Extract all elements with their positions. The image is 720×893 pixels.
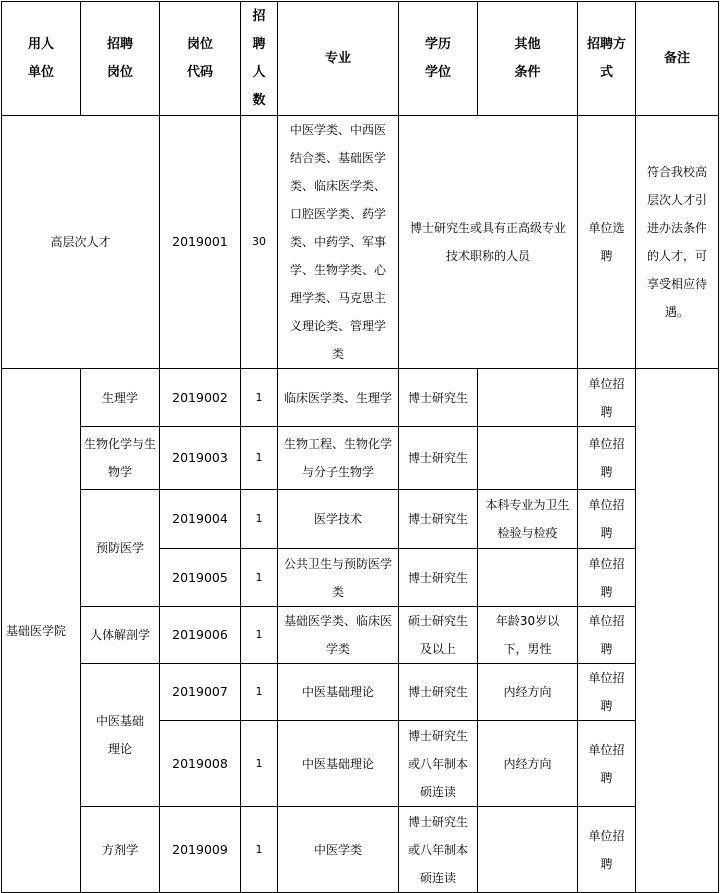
- method-cell: 单位招聘: [578, 427, 636, 490]
- talent-code: 2019001: [160, 116, 241, 369]
- code-cell: 2019005: [160, 549, 241, 607]
- major-cell: 中医学类: [278, 807, 399, 893]
- education-cell: 博士研究生: [399, 664, 478, 721]
- major-cell: 临床医学类、生理学: [278, 369, 399, 427]
- position-cell: 预防医学: [81, 490, 160, 607]
- recruitment-table: [1, 1, 719, 893]
- major-cell: 医学技术: [278, 490, 399, 549]
- header-education: 学历学位: [399, 2, 478, 116]
- position-cell: 人体解剖学: [81, 607, 160, 664]
- talent-education: 博士研究生或具有正高级专业技术职称的人员: [399, 116, 578, 369]
- count-cell: 1: [241, 721, 278, 807]
- method-cell: 单位招聘: [578, 490, 636, 549]
- header-other: 其他条件: [478, 2, 578, 116]
- other-cell: 内经方向: [478, 664, 578, 721]
- unit-basic-medicine: 基础医学院: [2, 369, 81, 893]
- code-cell: 2019002: [160, 369, 241, 427]
- table-row: [2, 427, 719, 490]
- header-count: 招聘人数: [241, 2, 278, 116]
- count-cell: 1: [241, 807, 278, 893]
- talent-count: 30: [241, 116, 278, 369]
- other-cell: [478, 427, 578, 490]
- code-cell: 2019008: [160, 721, 241, 807]
- education-cell: 博士研究生: [399, 427, 478, 490]
- header-unit: 用人单位: [2, 2, 81, 116]
- count-cell: 1: [241, 664, 278, 721]
- major-cell: 生物工程、生物化学与分子生物学: [278, 427, 399, 490]
- header-remark: 备注: [636, 2, 719, 116]
- talent-remark: 符合我校高层次人才引进办法条件的人才，可享受相应待遇。: [636, 116, 719, 369]
- method-cell: 单位招聘: [578, 607, 636, 664]
- table-row: [2, 664, 719, 721]
- method-cell: 单位招聘: [578, 664, 636, 721]
- header-position: 招聘岗位: [81, 2, 160, 116]
- other-cell: 本科专业为卫生检验与检疫: [478, 490, 578, 549]
- table-row: [2, 490, 719, 549]
- header-major: 专业: [278, 2, 399, 116]
- header-row: [2, 2, 719, 116]
- code-cell: 2019009: [160, 807, 241, 893]
- position-cell: 中医基础理论: [81, 664, 160, 807]
- count-cell: 1: [241, 369, 278, 427]
- talent-method: 单位选聘: [578, 116, 636, 369]
- code-cell: 2019007: [160, 664, 241, 721]
- code-cell: 2019003: [160, 427, 241, 490]
- education-cell: 博士研究生: [399, 490, 478, 549]
- code-cell: 2019006: [160, 607, 241, 664]
- count-cell: 1: [241, 607, 278, 664]
- table-row: [2, 369, 719, 427]
- major-cell: 基础医学类、临床医学类: [278, 607, 399, 664]
- method-cell: 单位招聘: [578, 369, 636, 427]
- other-cell: 内经方向: [478, 721, 578, 807]
- education-cell: 博士研究生或八年制本硕连读: [399, 721, 478, 807]
- education-cell: 博士研究生或八年制本硕连读: [399, 807, 478, 893]
- table-row: [2, 607, 719, 664]
- method-cell: 单位招聘: [578, 549, 636, 607]
- other-cell: [478, 369, 578, 427]
- position-cell: 生物化学与生物学: [81, 427, 160, 490]
- major-cell: 中医基础理论: [278, 721, 399, 807]
- method-cell: 单位招聘: [578, 807, 636, 893]
- major-cell: 公共卫生与预防医学类: [278, 549, 399, 607]
- talent-major: 中医学类、中西医结合类、基础医学类、临床医学类、口腔医学类、药学类、中药学、军事学、生物学类、心理学类、马克思主义理论类、管理学类: [278, 116, 399, 369]
- position-cell: 方剂学: [81, 807, 160, 893]
- major-cell: 中医基础理论: [278, 664, 399, 721]
- count-cell: 1: [241, 427, 278, 490]
- row-high-level-talent: [2, 116, 719, 369]
- method-cell: 单位招聘: [578, 721, 636, 807]
- count-cell: 1: [241, 490, 278, 549]
- header-code: 岗位代码: [160, 2, 241, 116]
- remark-empty-cell: [636, 369, 719, 893]
- education-cell: 博士研究生: [399, 549, 478, 607]
- position-cell: 生理学: [81, 369, 160, 427]
- other-cell: [478, 807, 578, 893]
- education-cell: 博士研究生: [399, 369, 478, 427]
- header-method: 招聘方式: [578, 2, 636, 116]
- other-cell: 年龄30岁以下，男性: [478, 607, 578, 664]
- count-cell: 1: [241, 549, 278, 607]
- table-row: [2, 807, 719, 893]
- code-cell: 2019004: [160, 490, 241, 549]
- talent-name: 高层次人才: [2, 116, 160, 369]
- education-cell: 硕士研究生及以上: [399, 607, 478, 664]
- other-cell: [478, 549, 578, 607]
